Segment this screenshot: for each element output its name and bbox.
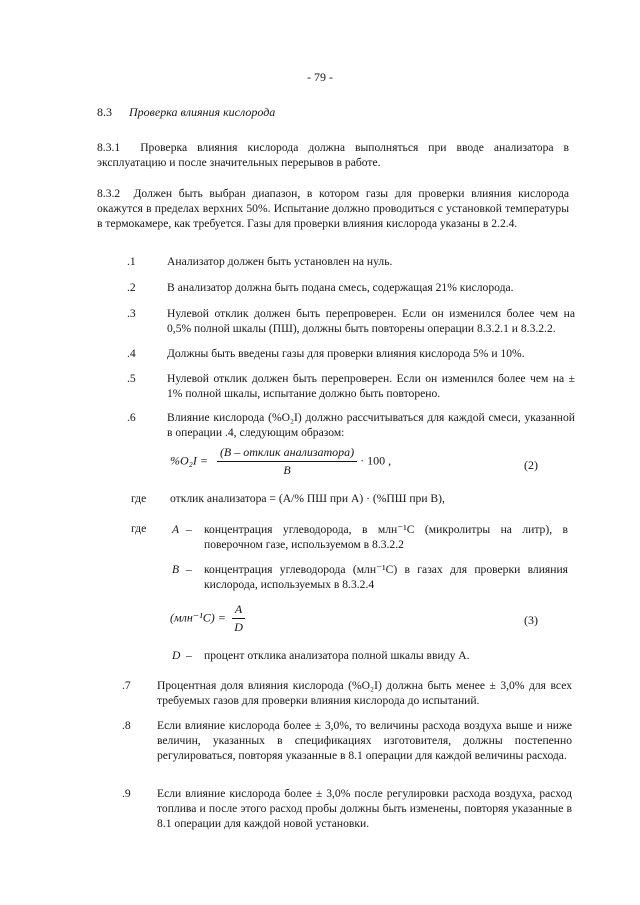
item-text: Нулевой отклик должен быть перепроверен. Если он изменился более чем на ± 1% полной шкалы, испытание должно быть повторено. bbox=[167, 372, 575, 400]
paragraph-number: 8.3.1 bbox=[97, 141, 121, 154]
item-number: .2 bbox=[127, 281, 136, 294]
def-dash: – bbox=[186, 649, 192, 662]
def-text: процент отклика анализатора полной шкалы ввиду A. bbox=[204, 649, 470, 662]
where-label: где bbox=[131, 492, 147, 505]
def-letter: B bbox=[172, 563, 180, 576]
item-number: .4 bbox=[127, 347, 136, 360]
formula-tail: · 100 , bbox=[360, 453, 392, 468]
item-number: .3 bbox=[127, 307, 136, 320]
item-number: .6 bbox=[127, 411, 136, 424]
item-number: .1 bbox=[127, 255, 136, 268]
def-letter: A bbox=[172, 523, 180, 536]
fraction-denominator: B bbox=[283, 463, 291, 477]
section-number: 8.3 bbox=[97, 105, 112, 119]
formula-2 bbox=[170, 445, 391, 478]
formula-lhs: (млн⁻¹С) = bbox=[170, 610, 226, 625]
paragraph-text: Проверка влияния кислорода должна выполняться при вводе анализатора в эксплуатацию и после значительных перерывов в работе. bbox=[97, 141, 570, 169]
paragraph-number: 8.3.2 bbox=[97, 187, 121, 200]
def-dash: – bbox=[186, 523, 192, 536]
item-text: Если влияние кислорода более ± 3,0%, то величины расхода воздуха выше и ниже величин, указанных в спецификациях изготовителя, должны постепенно регулироваться, повторяя указанные в 8.1 операции для каждой величины расхода. bbox=[157, 719, 572, 762]
section-title: Проверка влияния кислорода bbox=[129, 105, 276, 119]
def-dash: – bbox=[186, 563, 192, 576]
item-number: .7 bbox=[122, 679, 131, 692]
where-text: отклик анализатора = (A/% ПШ при A) · (%ПШ при B), bbox=[170, 492, 445, 505]
formula-lhs: %O₂I = bbox=[170, 453, 208, 468]
item-text: Анализатор должен быть установлен на нуль. bbox=[167, 255, 393, 268]
equation-number: (3) bbox=[524, 613, 538, 627]
fraction bbox=[232, 602, 245, 635]
equation-number: (2) bbox=[524, 458, 538, 472]
fraction-numerator: A bbox=[232, 602, 245, 619]
item-text: Если влияние кислорода более ± 3,0% после регулировки расхода воздуха, расход топлива и после этого расход пробы должны быть изменены, повторяя указанные в 8.1 операции для каждой новой установки. bbox=[157, 787, 572, 830]
item-number: .5 bbox=[127, 372, 136, 385]
paragraph-text: Должен быть выбран диапазон, в котором газы для проверки влияния кислорода окажутся в пределах верхних 50%. Испытание должно проводиться с установкой температуры в термокамере, как требуется. Газы для проверки влияния кислорода указаны в 2.2.4. bbox=[97, 187, 569, 230]
def-text: концентрация углеводорода, в млн⁻¹С (микролитры на литр), в поверочном газе, используемом в 8.3.2.2 bbox=[204, 523, 568, 551]
item-text: Должны быть введены газы для проверки влияния кислорода 5% и 10%. bbox=[167, 347, 525, 360]
paragraph-8-3-1 bbox=[97, 140, 569, 170]
page-number: - 79 - bbox=[307, 70, 333, 84]
formula-3 bbox=[170, 602, 245, 635]
item-text: Процентная доля влияния кислорода (%O₂I) должна быть менее ± 3,0% для всех требуемых газов для проверки влияния кислорода до испытаний. bbox=[157, 679, 572, 707]
fraction-numerator: (B – отклик анализатора) bbox=[217, 445, 357, 462]
fraction bbox=[217, 445, 357, 478]
paragraph-8-3-2 bbox=[97, 186, 569, 231]
item-text: Влияние кислорода (%O₂I) должно рассчитываться для каждой смеси, указанной в операции .4, следующим образом: bbox=[167, 411, 575, 439]
def-text: концентрация углеводорода (млн⁻¹С) в газах для проверки влияния кислорода, используемых в 8.3.2.4 bbox=[204, 563, 568, 591]
fraction-denominator: D bbox=[234, 620, 243, 634]
item-text: Нулевой отклик должен быть перепроверен. Если он изменился более чем на 0,5% полной шкалы (ПШ), должны быть повторены операции 8.3.2.1 и 8.3.2.2. bbox=[167, 307, 575, 335]
item-text: В анализатор должна быть подана смесь, содержащая 21% кислорода. bbox=[167, 281, 514, 294]
where-label: где bbox=[131, 522, 147, 535]
item-number: .9 bbox=[122, 787, 131, 800]
section-heading bbox=[97, 105, 275, 120]
item-number: .8 bbox=[122, 719, 131, 732]
def-letter: D bbox=[172, 649, 181, 662]
